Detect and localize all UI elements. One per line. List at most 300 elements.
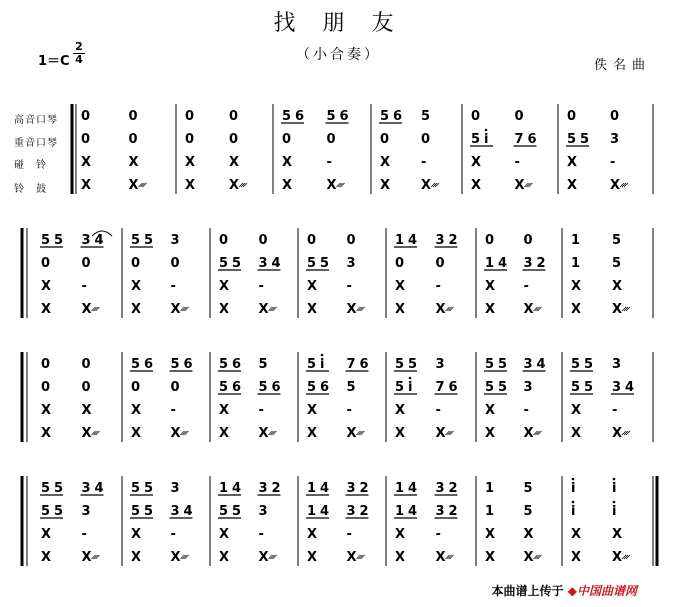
note-s1-r3-m4-0: X (395, 302, 406, 317)
note-s0-r1-m1-0: 0 (185, 132, 195, 147)
note-s3-r3-m6-1: X (612, 550, 623, 565)
note-s3-r3-m5-1-tremolo (536, 555, 540, 559)
note-s2-r0-m6-0-b: 5 (584, 357, 594, 372)
note-s2-r3-m2-1-tremolo (269, 431, 273, 435)
score-subtitle: （小合奏） (296, 47, 381, 63)
note-s1-r1-m3-0-a: 5 (307, 256, 317, 271)
note-s1-r3-m5-1-tremolo (536, 307, 540, 311)
note-s3-r3-m5-1-tremolo (534, 555, 538, 559)
note-s3-r3-m6-1-tremolo (626, 555, 630, 559)
note-s0-r3-m1-1: X (229, 178, 240, 193)
note-s1-r1-m5-1-a: 3 (523, 256, 533, 271)
note-s3-r2-m2-1: - (258, 527, 264, 542)
note-s0-r2-m3-0: X (380, 155, 391, 170)
note-s2-r2-m0-0: X (41, 403, 52, 418)
note-s2-r3-m4-1: X (435, 426, 446, 441)
note-s3-r1-m0-1: 3 (81, 504, 91, 519)
note-s2-r3-m0-0: X (41, 426, 52, 441)
note-s3-r1-m6-0-high-dot (572, 501, 575, 504)
note-s2-r3-m3-1-tremolo (359, 431, 363, 435)
note-s0-r0-m2-1-b: 6 (339, 109, 349, 124)
note-s1-r2-m1-1: - (170, 279, 176, 294)
note-s3-r3-m2-1-tremolo (273, 555, 277, 559)
note-s2-r3-m3-0: X (307, 426, 318, 441)
note-s2-r1-m3-1: 5 (346, 380, 356, 395)
note-s2-r2-m4-1: - (435, 403, 441, 418)
note-s2-r3-m4-1-tremolo (450, 431, 454, 435)
note-s1-r2-m6-0: X (571, 279, 582, 294)
note-s0-r3-m5-1-tremolo (620, 183, 624, 187)
note-s1-r1-m5-0-a: 1 (485, 256, 495, 271)
note-s2-r1-m6-1-a: 3 (612, 380, 622, 395)
note-s1-r3-m2-1-tremolo (269, 307, 273, 311)
note-s0-r3-m5-0: X (567, 178, 578, 193)
note-s0-r1-m0-1: 0 (128, 132, 138, 147)
note-s1-r3-m1-1-tremolo (183, 307, 187, 311)
note-s1-r0-m3-0: 0 (307, 233, 317, 248)
note-s1-r0-m4-0-a: 1 (395, 233, 405, 248)
note-s2-r1-m2-1-a: 5 (258, 380, 268, 395)
note-s2-r3-m4-1-tremolo (446, 431, 450, 435)
note-s2-r3-m2-1-tremolo (273, 431, 277, 435)
note-s3-r0-m5-0: 1 (485, 481, 495, 496)
note-s3-r1-m3-0-b: 4 (320, 504, 330, 519)
note-s3-r0-m6-0: i (571, 481, 576, 496)
note-s2-r3-m3-1-tremolo (361, 431, 365, 435)
note-s3-r3-m4-1: X (435, 550, 446, 565)
note-s0-r3-m2-1-tremolo (339, 183, 343, 187)
note-s3-r3-m1-1: X (170, 550, 181, 565)
note-s2-r2-m2-0: X (219, 403, 230, 418)
note-s2-r3-m2-1: X (258, 426, 269, 441)
note-s0-r0-m2-0-b: 6 (295, 109, 305, 124)
note-s3-r0-m4-1-b: 2 (448, 481, 458, 496)
note-s1-r0-m0-0-b: 5 (54, 233, 64, 248)
note-s2-r3-m6-1-tremolo (624, 431, 628, 435)
instrument-label-bell: 碰 铃 (14, 160, 47, 171)
note-s0-r1-m2-1: 0 (326, 132, 336, 147)
note-s0-r3-m2-1-tremolo (341, 183, 345, 187)
note-s3-r3-m4-1-tremolo (446, 555, 450, 559)
note-s0-r0-m5-1: 0 (610, 109, 620, 124)
note-s0-r3-m4-1: X (514, 178, 525, 193)
note-s2-r0-m6-0-a: 5 (571, 357, 581, 372)
note-s3-r0-m2-0-a: 1 (219, 481, 229, 496)
note-s1-r3-m1-0: X (131, 302, 142, 317)
note-s0-r2-m1-1: X (229, 155, 240, 170)
score-title: 找 朋 友 (273, 11, 404, 36)
note-s1-r2-m3-1: - (346, 279, 352, 294)
note-s2-r0-m6-1: 3 (612, 357, 622, 372)
note-s2-r1-m6-0-a: 5 (571, 380, 581, 395)
note-s1-r3-m2-1-tremolo (271, 307, 275, 311)
note-s3-r3-m1-1-tremolo (183, 555, 187, 559)
note-s0-r0-m1-1: 0 (229, 109, 239, 124)
note-s1-r2-m0-0: X (41, 279, 52, 294)
note-s0-r1-m5-1: 3 (610, 132, 620, 147)
note-s1-r3-m0-1-tremolo (96, 307, 100, 311)
note-s2-r0-m3-1-a: 7 (346, 357, 356, 372)
note-s3-r0-m3-1-b: 2 (359, 481, 369, 496)
note-s2-r3-m4-0: X (395, 426, 406, 441)
note-s2-r1-m1-0: 0 (131, 380, 141, 395)
note-s3-r3-m2-0: X (219, 550, 230, 565)
note-s1-r0-m0-1-b: 4 (94, 233, 104, 248)
note-s2-r1-m0-0: 0 (41, 380, 51, 395)
note-s2-r3-m6-0: X (571, 426, 582, 441)
note-s2-r1-m5-0-b: 5 (498, 380, 508, 395)
note-s1-r3-m4-1-tremolo (450, 307, 454, 311)
note-s3-r2-m0-1: - (81, 527, 87, 542)
note-s2-r0-m2-1: 5 (258, 357, 268, 372)
note-s2-r0-m5-1-b: 4 (536, 357, 546, 372)
note-s1-r1-m3-1: 3 (346, 256, 356, 271)
note-s2-r3-m1-1: X (170, 426, 181, 441)
note-s3-r3-m4-1-tremolo (450, 555, 454, 559)
note-s2-r3-m6-1: X (612, 426, 623, 441)
note-s1-r3-m2-0: X (219, 302, 230, 317)
note-s0-r1-m4-1-b: 6 (527, 132, 537, 147)
note-s0-r2-m4-0: X (471, 155, 482, 170)
note-s2-r3-m2-0: X (219, 426, 230, 441)
note-s1-r2-m3-0: X (307, 279, 318, 294)
note-s0-r1-m5-0-b: 5 (580, 132, 590, 147)
note-s2-r0-m1-0-a: 5 (131, 357, 141, 372)
note-s3-r3-m0-1: X (81, 550, 92, 565)
note-s2-r0-m4-1: 3 (435, 357, 445, 372)
note-s2-r2-m1-1: - (170, 403, 176, 418)
note-s0-r1-m4-0-high-dot (485, 129, 488, 132)
note-s3-r3-m2-1-tremolo (269, 555, 273, 559)
note-s2-r2-m5-0: X (485, 403, 496, 418)
note-s3-r1-m2-0-a: 5 (219, 504, 229, 519)
note-s2-r0-m4-0-b: 5 (408, 357, 418, 372)
note-s2-r1-m2-0-b: 6 (232, 380, 242, 395)
note-s2-r3-m0-1-tremolo (94, 431, 98, 435)
note-s0-r3-m5-1-tremolo (622, 183, 626, 187)
note-s0-r2-m1-0: X (185, 155, 196, 170)
note-s1-r3-m3-0: X (307, 302, 318, 317)
note-s0-r3-m4-1-tremolo (525, 183, 529, 187)
note-s2-r2-m4-0: X (395, 403, 406, 418)
note-s3-r3-m0-1-tremolo (92, 555, 96, 559)
note-s1-r2-m4-0: X (395, 279, 406, 294)
note-s2-r3-m4-1-tremolo (448, 431, 452, 435)
note-s0-r1-m2-0: 0 (282, 132, 292, 147)
note-s1-r3-m6-1: X (612, 302, 623, 317)
note-s2-r0-m5-0-a: 5 (485, 357, 495, 372)
note-s3-r1-m1-1-b: 4 (183, 504, 193, 519)
note-s1-r3-m3-1: X (346, 302, 357, 317)
note-s0-r1-m3-0: 0 (380, 132, 390, 147)
note-s3-r0-m5-1: 5 (523, 481, 533, 496)
note-s0-r2-m2-0: X (282, 155, 293, 170)
note-s1-r0-m4-1-a: 3 (435, 233, 445, 248)
note-s0-r2-m5-0: X (567, 155, 578, 170)
note-s3-r0-m1-1: 3 (170, 481, 180, 496)
note-s1-r1-m2-1-b: 4 (271, 256, 281, 271)
note-s0-r3-m3-0: X (380, 178, 391, 193)
note-s2-r1-m2-0-a: 5 (219, 380, 229, 395)
note-s1-r1-m4-1: 0 (435, 256, 445, 271)
note-s3-r3-m5-0: X (485, 550, 496, 565)
note-s2-r3-m0-1-tremolo (96, 431, 100, 435)
meter-bottom: 4 (75, 53, 83, 66)
note-s0-r3-m1-1-tremolo (243, 183, 247, 187)
note-s2-r3-m1-1-tremolo (181, 431, 185, 435)
note-s2-r0-m3-0-b: i (320, 357, 325, 372)
note-s0-r3-m0-1-tremolo (143, 183, 147, 187)
note-s3-r0-m6-1-high-dot (613, 478, 616, 481)
note-s2-r3-m1-1-tremolo (185, 431, 189, 435)
note-s3-r3-m3-1-tremolo (359, 555, 363, 559)
note-s3-r1-m0-0-a: 5 (41, 504, 51, 519)
note-s1-r0-m1-0-a: 5 (131, 233, 141, 248)
note-s3-r2-m3-1: - (346, 527, 352, 542)
note-s2-r1-m4-1-a: 7 (435, 380, 445, 395)
note-s3-r2-m3-0: X (307, 527, 318, 542)
note-s1-r3-m1-1-tremolo (181, 307, 185, 311)
note-s1-r2-m5-0: X (485, 279, 496, 294)
note-s1-r3-m5-1-tremolo (538, 307, 542, 311)
note-s0-r3-m2-1: X (326, 178, 337, 193)
note-s0-r0-m2-0-a: 5 (282, 109, 292, 124)
note-s0-r3-m2-1-tremolo (337, 183, 341, 187)
note-s3-r0-m4-1-a: 3 (435, 481, 445, 496)
note-s1-r3-m3-1-tremolo (361, 307, 365, 311)
note-s2-r0-m2-0-a: 5 (219, 357, 229, 372)
note-s3-r3-m1-0: X (131, 550, 142, 565)
source-footer (492, 582, 637, 599)
note-s0-r0-m5-0: 0 (567, 109, 577, 124)
note-s2-r3-m0-1: X (81, 426, 92, 441)
note-s3-r0-m0-0-a: 5 (41, 481, 51, 496)
footer-text: 本曲谱上传于 (491, 584, 564, 598)
note-s1-r1-m1-1: 0 (170, 256, 180, 271)
note-s3-r1-m1-0-b: 5 (144, 504, 154, 519)
note-s3-r3-m4-0: X (395, 550, 406, 565)
note-s1-r0-m0-1-a: 3 (81, 233, 91, 248)
note-s0-r3-m0-1-tremolo (139, 183, 143, 187)
note-s3-r1-m3-1-a: 3 (346, 504, 356, 519)
note-s1-r3-m5-1: X (523, 302, 534, 317)
note-s0-r1-m3-1: 0 (421, 132, 431, 147)
note-s0-r3-m1-0: X (185, 178, 196, 193)
note-s1-r3-m2-1: X (258, 302, 269, 317)
note-s2-r3-m5-1-tremolo (538, 431, 542, 435)
note-s3-r2-m2-0: X (219, 527, 230, 542)
note-s3-r3-m0-0: X (41, 550, 52, 565)
note-s0-r2-m3-1: - (421, 155, 427, 170)
note-s1-r3-m5-0: X (485, 302, 496, 317)
note-s2-r2-m3-0: X (307, 403, 318, 418)
note-s0-r0-m3-0-a: 5 (380, 109, 390, 124)
note-s3-r0-m4-0-b: 4 (408, 481, 418, 496)
note-s3-r3-m1-1-tremolo (185, 555, 189, 559)
note-s0-r1-m1-1: 0 (229, 132, 239, 147)
note-s2-r0-m0-0: 0 (41, 357, 51, 372)
note-s1-r1-m0-0: 0 (41, 256, 51, 271)
note-s2-r3-m5-0: X (485, 426, 496, 441)
note-s3-r0-m0-1-b: 4 (94, 481, 104, 496)
note-s3-r1-m6-0: i (571, 504, 576, 519)
note-s2-r1-m6-0-b: 5 (584, 380, 594, 395)
note-s3-r1-m2-1: 3 (258, 504, 268, 519)
key-signature: 1＝C (38, 54, 70, 69)
note-s3-r3-m6-1-tremolo (624, 555, 628, 559)
note-s2-r1-m5-0-a: 5 (485, 380, 495, 395)
note-s2-r2-m3-1: - (346, 403, 352, 418)
note-s1-r0-m5-0: 0 (485, 233, 495, 248)
note-s3-r3-m3-1: X (346, 550, 357, 565)
note-s1-r2-m1-0: X (131, 279, 142, 294)
note-s1-r3-m6-1-tremolo (626, 307, 630, 311)
note-s3-r2-m5-0: X (485, 527, 496, 542)
instrument-label-tambourine: 铃 鼓 (14, 184, 47, 195)
note-s2-r2-m5-1: - (523, 403, 529, 418)
note-s3-r1-m1-1-a: 3 (170, 504, 180, 519)
note-s0-r1-m4-1-a: 7 (514, 132, 524, 147)
note-s2-r2-m1-0: X (131, 403, 142, 418)
note-s0-r0-m4-0: 0 (471, 109, 481, 124)
note-s1-r3-m4-1: X (435, 302, 446, 317)
note-s2-r0-m1-1-a: 5 (170, 357, 180, 372)
note-s3-r1-m6-1-high-dot (613, 501, 616, 504)
note-s2-r3-m3-1: X (346, 426, 357, 441)
note-s3-r2-m5-1: X (523, 527, 534, 542)
note-s2-r3-m5-1-tremolo (536, 431, 540, 435)
note-s1-r0-m2-1: 0 (258, 233, 268, 248)
note-s0-r3-m5-1-tremolo (624, 183, 628, 187)
note-s1-r2-m2-0: X (219, 279, 230, 294)
note-s0-r2-m0-1: X (128, 155, 139, 170)
note-s0-r3-m3-1-tremolo (431, 183, 435, 187)
note-s0-r2-m0-0: X (81, 155, 92, 170)
note-s3-r1-m6-1: i (612, 504, 617, 519)
note-s2-r3-m6-1-tremolo (622, 431, 626, 435)
instrument-label-low-harmonica: 重音口琴 (14, 138, 58, 149)
note-s0-r2-m5-1: - (610, 155, 616, 170)
site-logo-icon: ◆ (567, 584, 577, 598)
note-s3-r2-m1-1: - (170, 527, 176, 542)
note-s1-r3-m2-1-tremolo (273, 307, 277, 311)
note-s3-r3-m2-1: X (258, 550, 269, 565)
note-s2-r0-m4-0-a: 5 (395, 357, 405, 372)
note-s3-r0-m3-0-a: 1 (307, 481, 317, 496)
note-s0-r3-m4-0: X (471, 178, 482, 193)
note-s3-r1-m2-0-b: 5 (232, 504, 242, 519)
note-s3-r3-m0-1-tremolo (96, 555, 100, 559)
note-s3-r0-m2-1-b: 2 (271, 481, 281, 496)
note-s1-r0-m3-1: 0 (346, 233, 356, 248)
note-s0-r3-m0-1: X (128, 178, 139, 193)
note-s0-r3-m0-0: X (81, 178, 92, 193)
note-s0-r0-m0-0: 0 (81, 109, 91, 124)
note-s3-r1-m4-0-b: 4 (408, 504, 418, 519)
note-s1-r1-m6-0: 1 (571, 256, 581, 271)
note-s3-r3-m0-1-tremolo (94, 555, 98, 559)
note-s0-r2-m2-1: - (326, 155, 332, 170)
note-s1-r0-m1-0-b: 5 (144, 233, 154, 248)
note-s2-r1-m3-0-b: 6 (320, 380, 330, 395)
note-s3-r2-m6-0: X (571, 527, 582, 542)
note-s3-r3-m3-0: X (307, 550, 318, 565)
note-s3-r3-m3-1-tremolo (357, 555, 361, 559)
note-s1-r0-m6-0: 1 (571, 233, 581, 248)
note-s3-r0-m2-0-b: 4 (232, 481, 242, 496)
note-s0-r0-m4-1: 0 (514, 109, 524, 124)
note-s1-r0-m4-0-b: 4 (408, 233, 418, 248)
note-s1-r3-m0-1-tremolo (92, 307, 96, 311)
note-s0-r0-m0-1: 0 (128, 109, 138, 124)
note-s3-r1-m4-1-b: 2 (448, 504, 458, 519)
note-s1-r1-m5-0-b: 4 (498, 256, 508, 271)
note-s1-r2-m5-1: - (523, 279, 529, 294)
note-s2-r1-m4-0-a: 5 (395, 380, 405, 395)
note-s1-r2-m4-1: - (435, 279, 441, 294)
note-s3-r0-m6-1: i (612, 481, 617, 496)
note-s3-r3-m6-1-tremolo (622, 555, 626, 559)
note-s1-r3-m4-1-tremolo (448, 307, 452, 311)
note-s2-r2-m2-1: - (258, 403, 264, 418)
note-s1-r2-m0-1: - (81, 279, 87, 294)
note-s0-r3-m0-1-tremolo (141, 183, 145, 187)
note-s2-r0-m0-1: 0 (81, 357, 91, 372)
note-s0-r0-m1-0: 0 (185, 109, 195, 124)
note-s3-r1-m0-0-b: 5 (54, 504, 64, 519)
note-s3-r2-m0-0: X (41, 527, 52, 542)
note-s2-r3-m6-1-tremolo (626, 431, 630, 435)
note-s3-r3-m5-1: X (523, 550, 534, 565)
note-s2-r0-m3-0-a: 5 (307, 357, 317, 372)
note-s2-r1-m2-1-b: 6 (271, 380, 281, 395)
note-s1-r1-m0-1: 0 (81, 256, 91, 271)
note-s2-r2-m6-0: X (571, 403, 582, 418)
note-s2-r1-m4-0-b: i (408, 380, 413, 395)
note-s3-r2-m1-0: X (131, 527, 142, 542)
note-s2-r1-m6-1-b: 4 (625, 380, 635, 395)
note-s1-r3-m1-1-tremolo (185, 307, 189, 311)
note-s0-r1-m4-0-a: 5 (471, 132, 481, 147)
note-s2-r0-m5-1-a: 3 (523, 357, 533, 372)
note-s0-r0-m2-1-a: 5 (326, 109, 336, 124)
note-s3-r1-m3-0-a: 1 (307, 504, 317, 519)
note-s3-r2-m4-0: X (395, 527, 406, 542)
note-s2-r3-m1-0: X (131, 426, 142, 441)
note-s2-r0-m1-0-b: 6 (144, 357, 154, 372)
note-s3-r0-m3-1-a: 3 (346, 481, 356, 496)
note-s2-r2-m6-1: - (612, 403, 618, 418)
note-s3-r0-m4-0-a: 1 (395, 481, 405, 496)
note-s1-r3-m6-1-tremolo (624, 307, 628, 311)
note-s1-r3-m3-1-tremolo (359, 307, 363, 311)
note-s3-r2-m6-1: X (612, 527, 623, 542)
note-s1-r3-m0-0: X (41, 302, 52, 317)
note-s3-r0-m1-0-b: 5 (144, 481, 154, 496)
note-s3-r1-m5-1: 5 (523, 504, 533, 519)
note-s1-r2-m2-1: - (258, 279, 264, 294)
note-s1-r0-m4-1-b: 2 (448, 233, 458, 248)
note-s1-r0-m1-1: 3 (170, 233, 180, 248)
note-s1-r3-m0-1: X (81, 302, 92, 317)
note-s2-r2-m0-1: X (81, 403, 92, 418)
note-s1-r2-m6-1: X (612, 279, 623, 294)
note-s1-r1-m4-0: 0 (395, 256, 405, 271)
composer-credit: 佚名曲 (594, 58, 652, 73)
note-s2-r0-m5-0-b: 5 (498, 357, 508, 372)
note-s1-r3-m6-0: X (571, 302, 582, 317)
note-s0-r3-m3-1-tremolo (433, 183, 437, 187)
